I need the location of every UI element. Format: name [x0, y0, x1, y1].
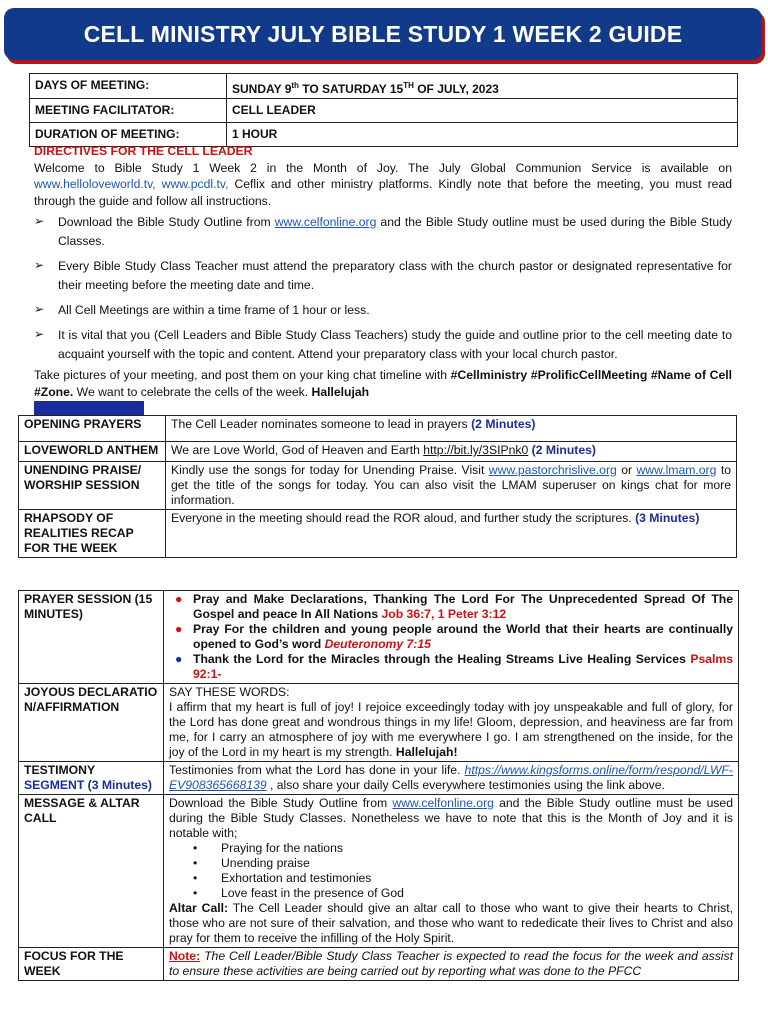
agenda-label: MEETING AGENDA [34, 401, 144, 416]
joy-month-list [193, 841, 733, 901]
praise-text: Kindly use the songs for today for Unending Praise. Visit www.pastorchrislive.org or www.lmam.org to get the title of the songs for today. You can also visit the LMAM superuser on kings chat for more information. [166, 462, 737, 510]
list-item: ● Pray and Make Declarations, Thanking The Lord For The Unprecedented Spread Of The Gospel and peace In All Nations Job 36:7, 1 Peter 3:12 [169, 592, 733, 622]
list-item: • Exhortation and testimonies [193, 871, 372, 885]
focus-week-label: FOCUS FOR THE WEEK [19, 948, 164, 981]
joyous-declaration-label: JOYOUS DECLARATION/AFFIRMATION [19, 684, 164, 762]
facilitator-label: MEETING FACILITATOR: [30, 99, 227, 123]
table-row [19, 416, 737, 442]
list-item: ● Thank the Lord for the Miracles through the Healing Streams Live Healing Services Psalms 92:1- [169, 652, 733, 682]
intro-links[interactable]: www.helloloveworld.tv, www.pcdl.tv, [34, 177, 229, 191]
celfonline-link[interactable]: www.celfonline.org [392, 796, 494, 810]
testimony-text: Testimonies from what the Lord has done in your life. https://www.kingsforms.online/form/respond/LWF-EV908365668139 , also share your daily Cells everywhere testimonies using the link above. [164, 762, 739, 795]
list-item: • Love feast in the presence of God [193, 886, 404, 900]
focus-week-text: Note: The Cell Leader/Bible Study Class Teacher is expected to read the focus for the week and assist to ensure these activities are being carried out by reporting what was done to the PFCC [164, 948, 739, 981]
table-row [19, 442, 737, 462]
directives-heading: DIRECTIVES FOR THE CELL LEADER [34, 144, 253, 158]
celfonline-link[interactable]: www.celfonline.org [274, 215, 377, 229]
table-row [30, 74, 738, 99]
directives-list [34, 213, 732, 364]
praise-label: UNENDING PRAISE/ WORSHIP SESSION [19, 462, 166, 510]
directives-closing: Take pictures of your meeting, and post them on your king chat timeline with #Cellministry #ProlificCellMeeting #Name of Cell #Zone. We want to celebrate the cells of the week. Hallelujah [34, 368, 732, 399]
arrow-bullet-icon: ➢ [34, 327, 45, 341]
table-row [19, 762, 739, 795]
meeting-info-table [29, 73, 738, 147]
title-banner [4, 8, 762, 60]
table-row [30, 99, 738, 123]
program-table [18, 590, 739, 981]
opening-prayers-text: The Cell Leader nominates someone to lead in prayers (2 Minutes) [166, 416, 737, 442]
facilitator-value: CELL LEADER [227, 99, 738, 123]
page-title: CELL MINISTRY JULY BIBLE STUDY 1 WEEK 2 GUIDE [83, 20, 683, 47]
table-row [19, 684, 739, 762]
anthem-link[interactable]: http://bit.ly/3SIPnk0 [423, 443, 529, 457]
table-row [19, 462, 737, 510]
list-item: • Unending praise [193, 856, 310, 870]
joyous-declaration-text: SAY THESE WORDS: I affirm that my heart is full of joy! I rejoice exceedingly today with joy unspeakable and full of glory, for the Lord has done great and wondrous things in my life! Gloom, depression, and heaviness are far from me, for I carry an atmosphere of joy with me everywhere I go. I am strengthened on the inside, for the joy of the Lord in my heart is my strength. Hallelujah! [164, 684, 739, 762]
table-row [19, 591, 739, 684]
agenda-table [18, 415, 737, 558]
list-item: • Praying for the nations [193, 841, 343, 855]
anthem-text: We are Love World, God of Heaven and Earth http://bit.ly/3SIPnk0 (2 Minutes) [166, 442, 737, 462]
ror-label: RHAPSODY OF REALITIES RECAP FOR THE WEEK [19, 510, 166, 558]
testimony-label: TESTIMONY SEGMENT (3 Minutes) [19, 762, 164, 795]
arrow-bullet-icon: ➢ [34, 258, 45, 272]
message-altar-text: Download the Bible Study Outline from www.celfonline.org and the Bible Study outline must be used during the Bible Study Classes. Nonetheless we have to note that this is the Month of Joy and it is notable with; • Praying for the nations • Unending praise • Exhortation and testimonies • Love feast in the presence of God Altar Call: The Cell Leader should give an altar call to those who want to give their hearts to Christ, those who are not sure of their salvation, and those who want to rededicate their lives to Christ and also pray for them to receive the infilling of the Holy Spirit. [164, 795, 739, 948]
bullet-icon: ● [175, 622, 183, 636]
arrow-bullet-icon: ➢ [34, 302, 45, 316]
table-row [19, 948, 739, 981]
meeting-days-label: DAYS OF MEETING: [30, 74, 227, 99]
testimony-form-link[interactable]: https://www.kingsforms.online/form/respond/LWF-EV908365668139 [169, 763, 733, 792]
directives-intro: Welcome to Bible Study 1 Week 2 in the Month of Joy. The July Global Communion Service is available on www.helloloveworld.tv, www.pcdl.tv, Ceflix and other ministry platforms. Kindly note that before the meeting, you must read through the guide and follow all instructions. [34, 160, 732, 208]
opening-prayers-label: OPENING PRAYERS [19, 416, 166, 442]
duration-label: DURATION OF MEETING: [30, 123, 227, 147]
prayer-session-label: PRAYER SESSION (15 MINUTES) [19, 591, 164, 684]
directives-section [34, 143, 732, 400]
list-item: ● Pray For the children and young people around the World that their hearts are continually opened to God’s word Deuteronomy 7:15 [169, 622, 733, 652]
list-item: ➢ All Cell Meetings are within a time frame of 1 hour or less. [34, 301, 732, 320]
anthem-label: LOVEWORLD ANTHEM [19, 442, 166, 462]
list-item: ➢ Download the Bible Study Outline from www.celfonline.org and the Bible Study outline must be used during the Bible Study Classes. [34, 213, 732, 251]
bullet-icon: ● [175, 652, 183, 666]
bullet-icon: ● [175, 592, 183, 606]
pastorchrislive-link[interactable]: www.pastorchrislive.org [488, 463, 617, 477]
meeting-days-value: SUNDAY 9th TO SATURDAY 15TH OF JULY, 2023 [227, 74, 738, 99]
table-row [19, 510, 737, 558]
list-item: ➢ It is vital that you (Cell Leaders and Bible Study Class Teachers) study the guide and outline prior to the cell meeting date to acquaint yourself with the topic and content. Attend your preparatory class with your local church pastor. [34, 326, 732, 364]
lmam-link[interactable]: www.lmam.org [636, 463, 717, 477]
table-row [19, 795, 739, 948]
ror-text: Everyone in the meeting should read the ROR aloud, and further study the scriptures. (3 Minutes) [166, 510, 737, 558]
prayer-session-list [164, 591, 739, 684]
arrow-bullet-icon: ➢ [34, 214, 45, 228]
duration-value: 1 HOUR [227, 123, 738, 147]
list-item: ➢ Every Bible Study Class Teacher must attend the preparatory class with the church pastor or designated representative for their meeting before the meeting date and time. [34, 257, 732, 295]
message-altar-label: MESSAGE & ALTAR CALL [19, 795, 164, 948]
